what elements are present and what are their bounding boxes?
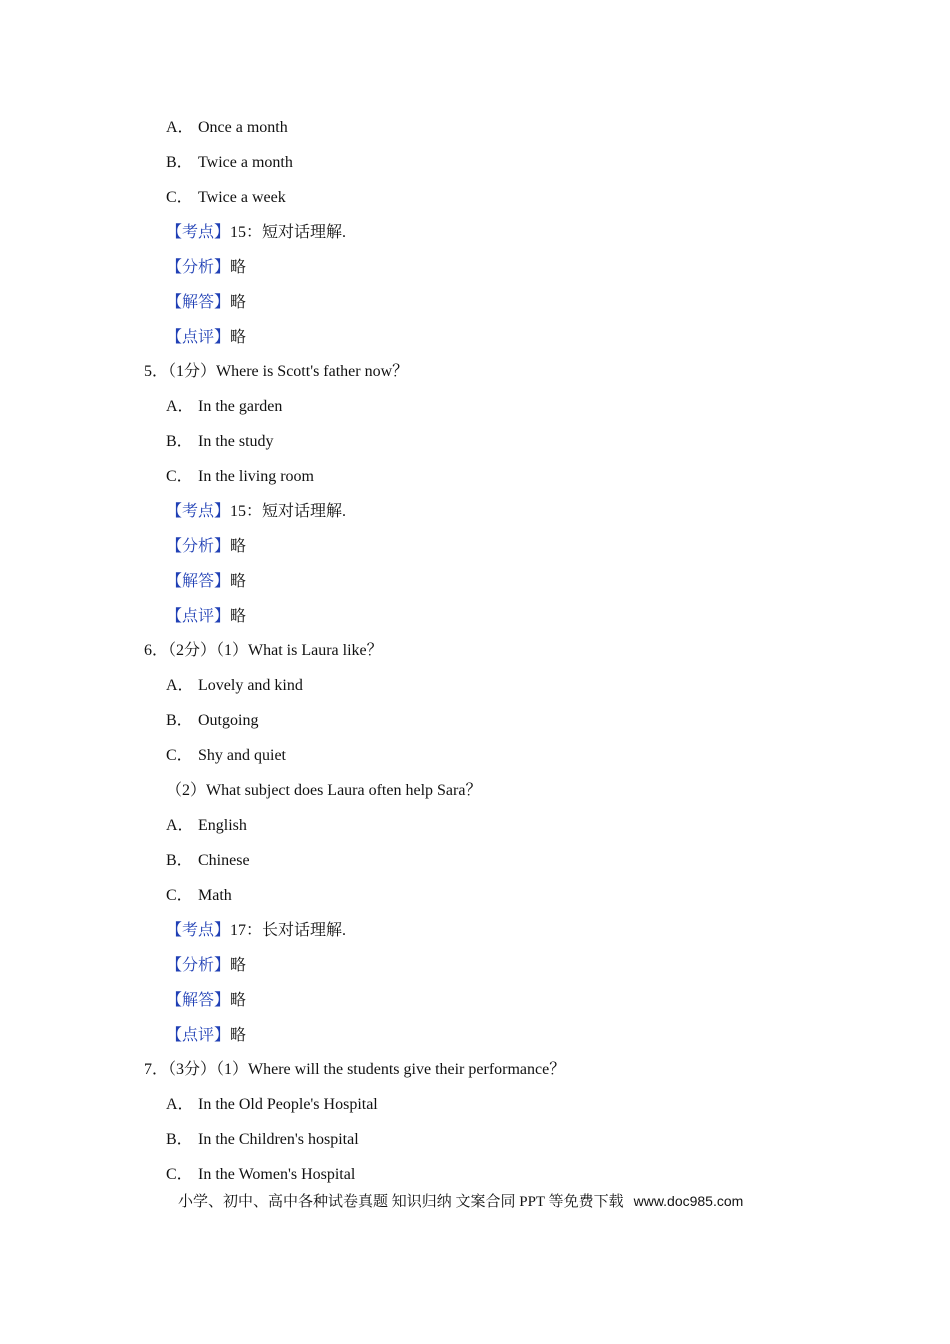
kaodian-line: 【考点】15：短对话理解. [166, 503, 347, 520]
question-7: 7．（3分）（1）Where will the students give their performance？ [144, 1061, 566, 1078]
option-c: C． In the living room [166, 468, 314, 485]
jieda-line: 【解答】略 [166, 294, 247, 311]
option-a: A． English [166, 817, 247, 834]
fenxi-line: 【分析】略 [166, 538, 247, 555]
page-footer [178, 1191, 743, 1212]
kaodian-line: 【考点】15：短对话理解. [166, 224, 347, 241]
fenxi-line: 【分析】略 [166, 957, 247, 974]
option-a: A． Lovely and kind [166, 677, 303, 694]
option-c: C． In the Women's Hospital [166, 1166, 356, 1183]
option-a: A． In the Old People's Hospital [166, 1096, 378, 1113]
jieda-line: 【解答】略 [166, 573, 247, 590]
option-b: B． In the study [166, 433, 274, 450]
dianping-line: 【点评】略 [166, 1027, 247, 1044]
question-6: 6．（2分）（1）What is Laura like？ [144, 642, 383, 659]
kaodian-line: 【考点】17：长对话理解. [166, 922, 347, 939]
option-a: A． In the garden [166, 398, 283, 415]
option-b: B． Chinese [166, 852, 250, 869]
option-c: C． Shy and quiet [166, 747, 286, 764]
option-b: B． In the Children's hospital [166, 1131, 359, 1148]
sub-question-2: （2）What subject does Laura often help Sara？ [166, 782, 482, 799]
option-b: B． Twice a month [166, 154, 293, 171]
option-a: A． Once a month [166, 119, 288, 136]
option-c: C． Twice a week [166, 189, 286, 206]
dianping-line: 【点评】略 [166, 329, 247, 346]
jieda-line: 【解答】略 [166, 992, 247, 1009]
option-c: C． Math [166, 887, 232, 904]
dianping-line: 【点评】略 [166, 608, 247, 625]
option-b: B． Outgoing [166, 712, 259, 729]
fenxi-line: 【分析】略 [166, 259, 247, 276]
footer-text: 小学、初中、高中各种试卷真题 知识归纳 文案合同 PPT 等免费下载 [178, 1194, 624, 1210]
footer-site: www.doc985.com [633, 1193, 744, 1209]
question-5: 5．（1分）Where is Scott's father now？ [144, 363, 409, 380]
